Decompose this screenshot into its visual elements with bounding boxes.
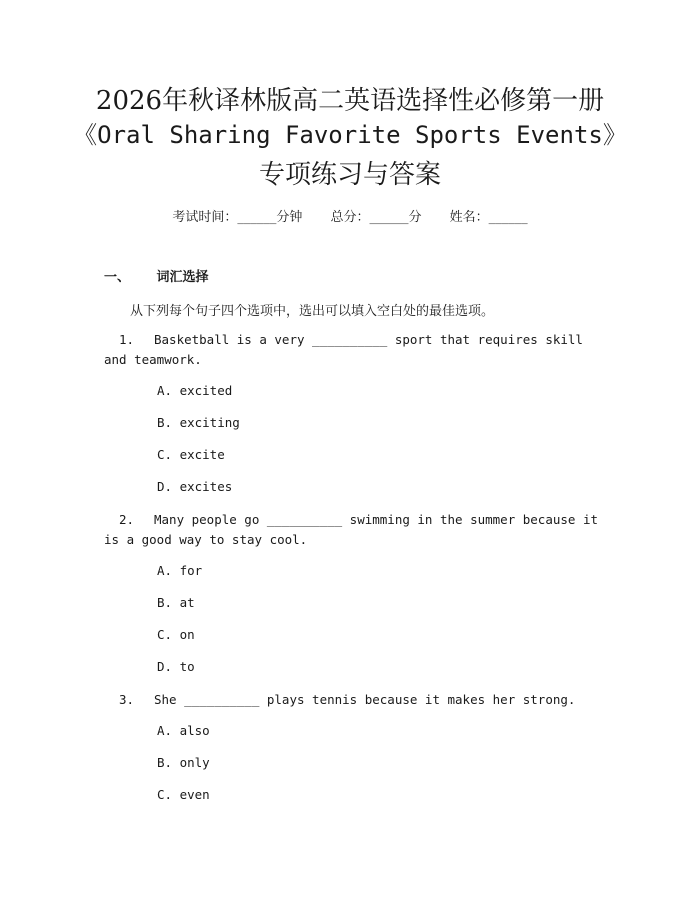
document-title-line-1: 2026年秋译林版高二英语选择性必修第一册 bbox=[95, 86, 605, 116]
question-2-option-d[interactable]: D. to bbox=[157, 659, 195, 674]
question-1-option-a[interactable]: A. excited bbox=[157, 383, 233, 398]
question-number: 1. bbox=[118, 332, 134, 347]
section-number: 一、 bbox=[104, 270, 131, 285]
question-number: 3. bbox=[118, 692, 134, 707]
section-title: 词汇选择 bbox=[156, 270, 209, 285]
exam-time: 考试时间：______分钟 bbox=[172, 210, 303, 225]
exam-info bbox=[0, 206, 700, 225]
section-heading bbox=[104, 266, 209, 285]
question-3-option-b[interactable]: B. only bbox=[157, 755, 210, 770]
question-number: 2. bbox=[118, 512, 134, 527]
section-instructions: 从下列每个句子四个选项中，选出可以填入空白处的最佳选项。 bbox=[130, 304, 495, 319]
question-text: Basketball is a very __________ sport that requires skill and teamwork. bbox=[104, 332, 583, 367]
question-3-option-a[interactable]: A. also bbox=[157, 723, 210, 738]
document-title-line-3: 专项练习与答案 bbox=[258, 160, 441, 190]
question-2-option-c[interactable]: C. on bbox=[157, 627, 195, 642]
question-2 bbox=[104, 510, 600, 550]
question-text: She __________ plays tennis because it makes her strong. bbox=[154, 692, 576, 707]
question-3-option-c[interactable]: C. even bbox=[157, 787, 210, 802]
question-2-option-b[interactable]: B. at bbox=[157, 595, 195, 610]
question-1-option-b[interactable]: B. exciting bbox=[157, 415, 240, 430]
question-text: Many people go __________ swimming in the summer because it is a good way to stay cool. bbox=[104, 512, 599, 547]
question-3 bbox=[104, 690, 600, 710]
exam-name: 姓名：______ bbox=[449, 210, 528, 225]
question-1-option-c[interactable]: C. excite bbox=[157, 447, 225, 462]
exam-score: 总分：______分 bbox=[330, 210, 422, 225]
document-title-line-2: 《Oral Sharing Favorite Sports Events》 bbox=[73, 121, 627, 149]
question-2-option-a[interactable]: A. for bbox=[157, 563, 203, 578]
question-1-option-d[interactable]: D. excites bbox=[157, 479, 233, 494]
question-1 bbox=[104, 330, 600, 370]
